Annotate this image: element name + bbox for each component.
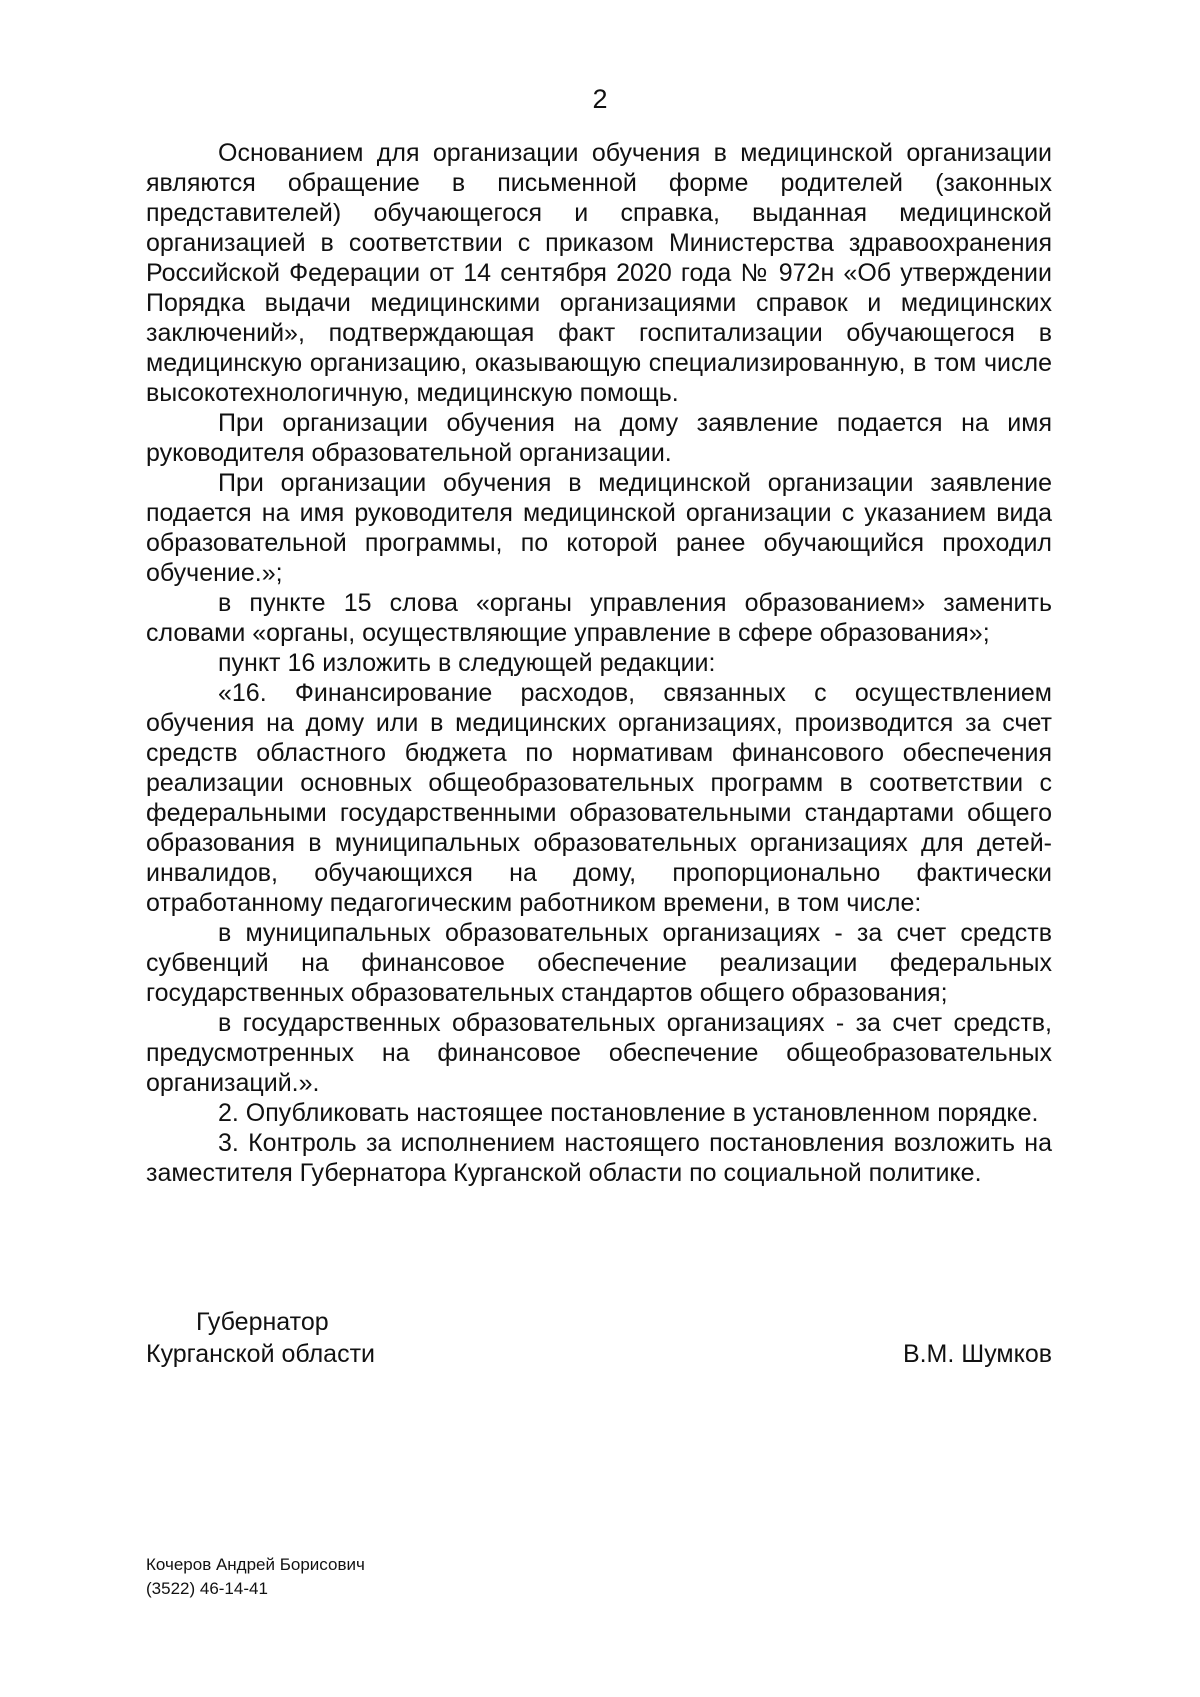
paragraph-municipal-organizations: в муниципальных образовательных организациях - за счет средств субвенций на финансовое обеспечение реализации федеральных государственных образовательных стандартов общего образования;: [146, 919, 1052, 1007]
executor-name: Кочеров Андрей Борисович: [146, 1555, 365, 1574]
paragraph-state-organizations: в государственных образовательных организациях - за счет средств, предусмотренных на финансовое обеспечение общеобразовательных организаций.».: [146, 1009, 1052, 1097]
executor-info: [146, 1553, 546, 1601]
paragraph-control-of-execution: 3. Контроль за исполнением настоящего постановления возложить на заместителя Губернатора Курганской области по социальной политике.: [146, 1129, 1052, 1187]
paragraph-home-education-application: При организации обучения на дому заявление подается на имя руководителя образовательной организации.: [146, 409, 1052, 467]
paragraph-item-16-intro: пункт 16 изложить в следующей редакции:: [218, 649, 716, 677]
signatory-title-line-1: Губернатор: [196, 1308, 329, 1336]
signatory-name: В.М. Шумков: [902, 1340, 1052, 1368]
page-number: 2: [592, 84, 608, 114]
paragraph-publish-resolution: 2. Опубликовать настоящее постановление в установленном порядке.: [218, 1099, 1039, 1127]
signatory-title-line-2: Курганской области: [146, 1340, 376, 1368]
document-body: [146, 138, 1052, 1188]
executor-phone: (3522) 46-14-41: [146, 1579, 268, 1598]
paragraph-medical-education-application: При организации обучения в медицинской организации заявление подается на имя руководителя медицинской организации с указанием вида образовательной программы, по которой ранее обучающийся проходил обучение.»;: [146, 469, 1052, 587]
paragraph-basis-for-medical-education: Основанием для организации обучения в медицинской организации являются обращение в письменной форме родителей (законных представителей) обучающегося и справка, выданная медицинской организацией в соответствии с приказом Министерства здравоохранения Российской Федерации от 14 сентября 2020 года № 972н «Об утверждении Порядка выдачи медицинскими организациями справок и медицинских заключений», подтверждающая факт госпитализации обучающегося в медицинскую организацию, оказывающую специализированную, в том числе высокотехнологичную, медицинскую помощь.: [146, 139, 1052, 407]
signature-block: [146, 1307, 1052, 1377]
paragraph-item-15-amendment: в пункте 15 слова «органы управления образованием» заменить словами «органы, осуществляющие управление в сфере образования»;: [146, 589, 1052, 647]
paragraph-item-16-financing: «16. Финансирование расходов, связанных с осуществлением обучения на дому или в медицинских организациях, производится за счет средств областного бюджета по нормативам финансового обеспечения реализации основных общеобразовательных программ в соответствии с федеральными государственными образовательными стандартами общего образования в муниципальных образовательных организациях для детей-инвалидов, обучающихся на дому, пропорционально фактически отработанному педагогическим работником времени, в том числе:: [146, 679, 1052, 917]
